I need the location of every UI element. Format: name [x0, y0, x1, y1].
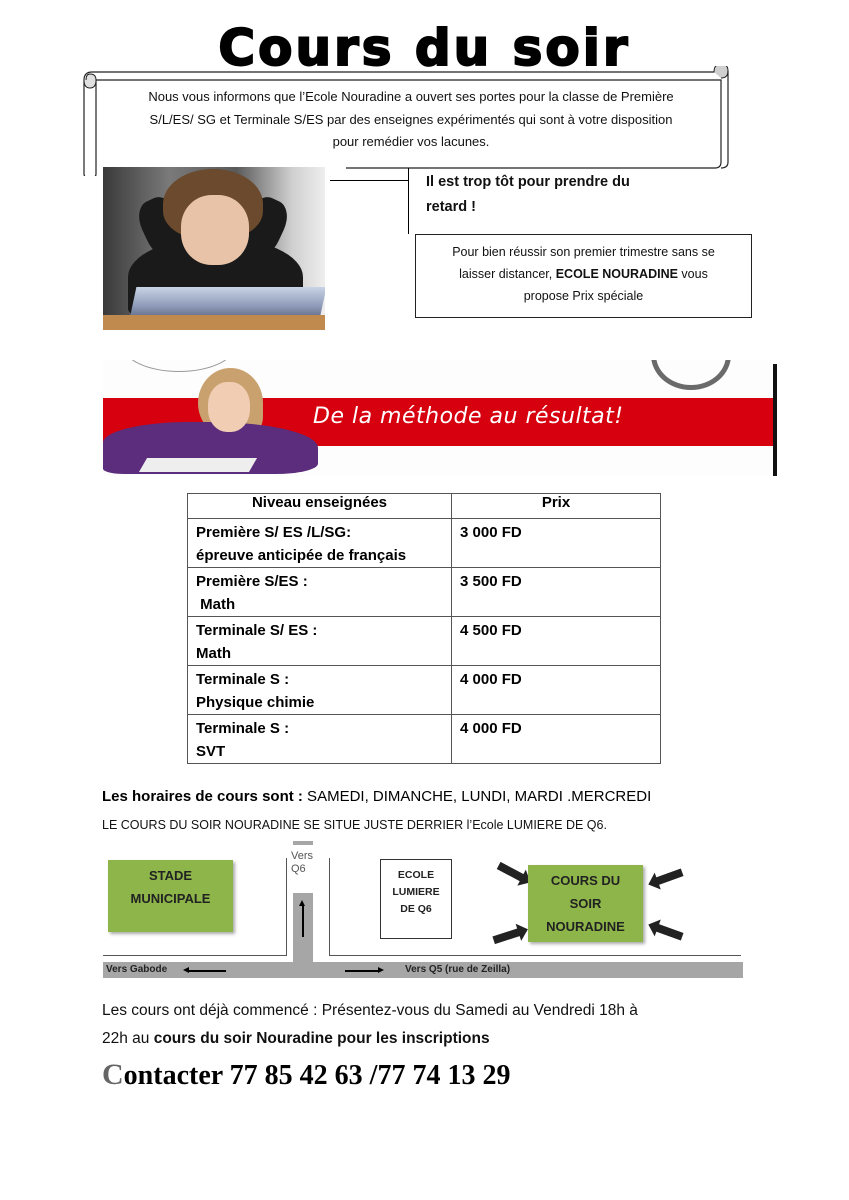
ecole-label: LUMIERE — [392, 886, 440, 898]
banner-photo-shape — [208, 382, 250, 432]
level-cell — [188, 519, 452, 568]
side-road-end — [293, 841, 313, 845]
price-cell: 3 000 FD — [452, 519, 661, 568]
curb-line — [286, 858, 287, 955]
school-name: ECOLE NOURADINE — [555, 267, 678, 281]
banner-slogan: De la méthode au résultat! — [313, 404, 624, 429]
banner-photo-shape — [139, 458, 257, 472]
table-row — [188, 666, 661, 715]
contact-line — [102, 1058, 510, 1093]
promo-box — [415, 234, 752, 318]
curb-line — [329, 955, 741, 956]
stade-municipale-block — [108, 860, 233, 932]
retard-line-1: Il est trop tôt pour prendre du — [426, 174, 630, 190]
level-cell — [188, 617, 452, 666]
ecole-label: DE Q6 — [400, 903, 432, 915]
level-name: Terminale S : — [196, 671, 290, 688]
ecole-lumiere-block — [380, 859, 452, 939]
price-cell: 4 000 FD — [452, 666, 661, 715]
table-row — [188, 715, 661, 764]
contact-phones: ontacter 77 85 42 63 /77 74 13 29 — [123, 1060, 511, 1091]
schedule-days: SAMEDI, DIMANCHE, LUNDI, MARDI .MERCREDI — [302, 788, 652, 805]
promo-text: vous — [677, 267, 708, 281]
vers-q6-text: Vers — [291, 850, 314, 862]
table-row — [188, 617, 661, 666]
announcement-line-3: pour remédier vos lacunes. — [332, 134, 490, 149]
curb-line — [103, 955, 287, 956]
table-row — [188, 568, 661, 617]
vers-q6-label — [291, 850, 313, 876]
stade-label: STADE — [148, 868, 193, 883]
schedule-label: Les horaires de cours sont : — [102, 788, 303, 805]
page-title: Cours du soir — [218, 19, 631, 77]
photo-shape — [181, 195, 249, 265]
contact-initial: C — [102, 1058, 124, 1091]
announcement-line-2: S/L/ES/ SG et Terminale S/ES par des enseignes expérimentés qui sont à votre disposition — [149, 111, 673, 127]
announcement-scroll — [76, 66, 736, 176]
inscription-line-2 — [102, 1025, 762, 1053]
level-name: Première S/ ES /L/SG: — [196, 524, 352, 541]
price-cell: 3 500 FD — [452, 568, 661, 617]
location-map — [100, 840, 750, 985]
header-price: Prix — [452, 494, 661, 519]
level-name: Première S/ES : — [196, 573, 308, 590]
road-label-gabode: Vers Gabode — [106, 964, 168, 975]
retard-line-2: retard ! — [426, 199, 476, 215]
subject-name: SVT — [196, 743, 226, 760]
schedule-line — [102, 788, 651, 805]
level-name: Terminale S/ ES : — [196, 622, 318, 639]
connector-line — [408, 168, 409, 234]
inscription-line-1: Les cours ont déjà commencé : Présentez-vous du Samedi au Vendredi 18h à — [102, 1002, 638, 1019]
level-cell — [188, 666, 452, 715]
announcement-line-1: Nous vous informons que l’Ecole Nouradine a ouvert ses portes pour la classe de Première — [148, 89, 674, 104]
arrow-right-icon — [345, 970, 379, 972]
arrow-up-icon — [302, 905, 304, 937]
price-cell: 4 500 FD — [452, 617, 661, 666]
subject-name: Math — [196, 645, 231, 662]
inscription-text-bold: cours du soir Nouradine pour les inscriptions — [153, 1030, 490, 1047]
retard-callout — [426, 170, 686, 220]
pointer-arrow-icon — [492, 928, 521, 944]
banner-side-bar — [773, 364, 777, 476]
subject-name: épreuve anticipée de français — [196, 547, 407, 564]
table-header-row — [188, 494, 661, 519]
arrow-left-icon — [188, 970, 226, 972]
road-label-q5: Vers Q5 (rue de Zeilla) — [405, 964, 511, 975]
inscription-text — [102, 997, 762, 1053]
promo-line-3: propose Prix spéciale — [523, 289, 644, 303]
vers-q6-text: Q6 — [291, 863, 306, 875]
level-cell — [188, 715, 452, 764]
method-banner — [103, 360, 773, 476]
subject-name: Math — [196, 596, 236, 613]
pointer-arrow-icon — [654, 923, 683, 940]
location-text: LE COURS DU SOIR NOURADINE SE SITUE JUSTE DERRIER l’Ecole LUMIERE DE Q6. — [102, 818, 607, 832]
photo-shape — [103, 315, 325, 330]
stade-label: MUNICIPALE — [130, 891, 211, 906]
level-name: Terminale S : — [196, 720, 290, 737]
nouradine-label: SOIR — [569, 896, 602, 911]
table-row — [188, 519, 661, 568]
promo-line-1: Pour bien réussir son premier trimestre sans se — [452, 245, 715, 259]
promo-text: laisser distancer, — [459, 267, 556, 281]
stressed-boy-photo — [103, 167, 325, 330]
subject-name: Physique chimie — [196, 694, 315, 711]
price-table — [187, 493, 661, 764]
announcement-text — [106, 86, 716, 154]
nouradine-label: NOURADINE — [546, 919, 625, 934]
curb-line — [329, 858, 330, 955]
price-cell: 4 000 FD — [452, 715, 661, 764]
cours-nouradine-block — [528, 865, 643, 942]
ecole-label: ECOLE — [397, 869, 435, 881]
header-level: Niveau enseignées — [188, 494, 452, 519]
pointer-arrow-icon — [497, 862, 525, 882]
logo-ring — [651, 360, 731, 390]
level-cell — [188, 568, 452, 617]
promo-line-2 — [416, 263, 751, 285]
connector-line — [330, 180, 408, 181]
nouradine-label: COURS DU — [550, 873, 621, 888]
pointer-arrow-icon — [654, 868, 683, 885]
inscription-text-plain: 22h au — [102, 1030, 154, 1047]
